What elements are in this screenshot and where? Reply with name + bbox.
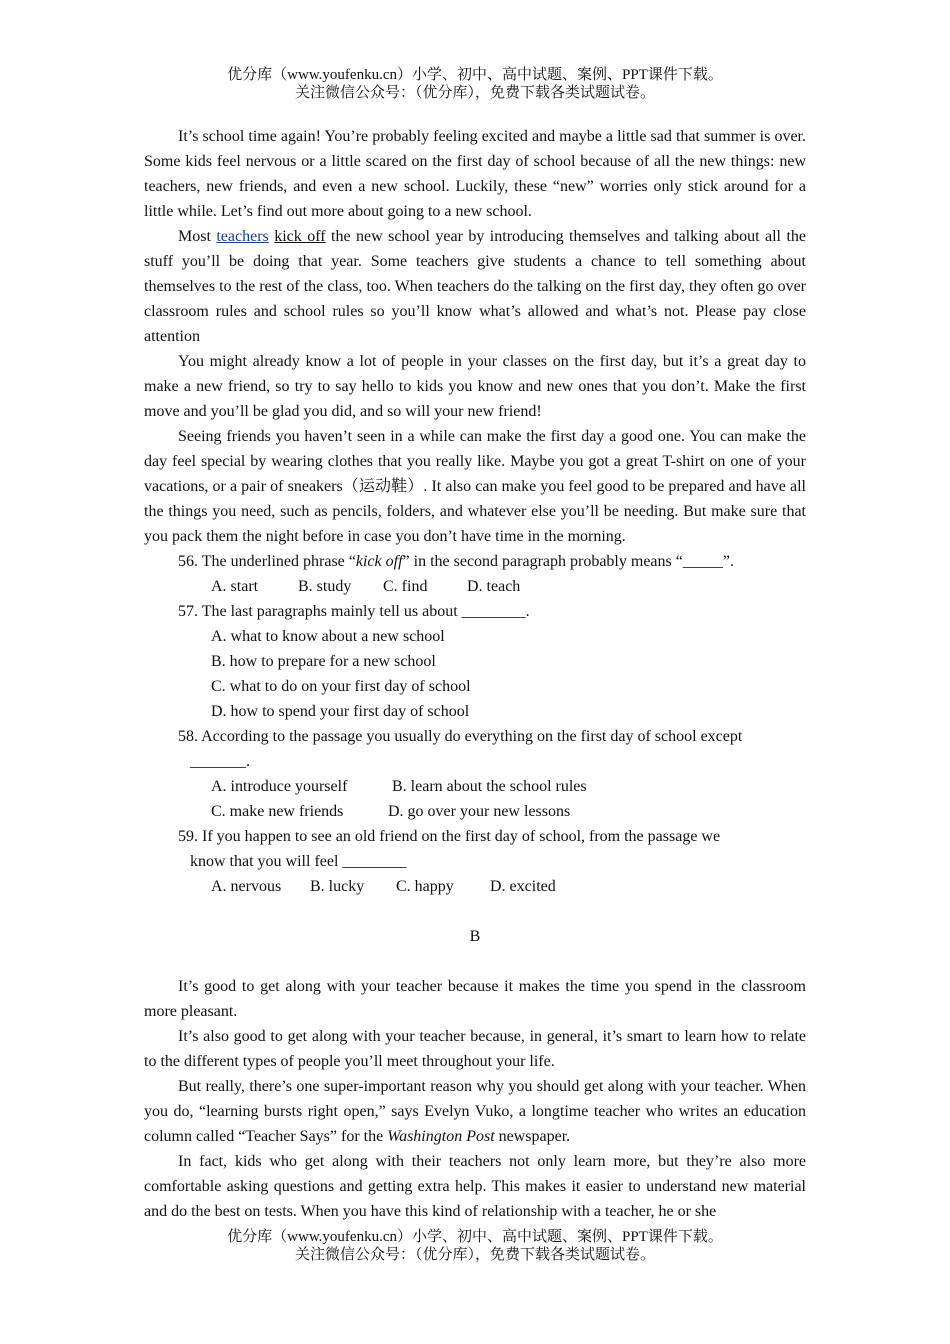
q59-option-a: A. nervous: [211, 878, 282, 895]
q56-stem-end: ” in the second paragraph probably means “_____”.: [402, 553, 734, 570]
q57-option-a: A. what to know about a new school: [211, 628, 445, 645]
p2-text-end: the new school year by introducing themselves and talking about all the stuff you’ll be doing that year. Some teachers give students a chance to tell something about themselves to the rest of the class, too. When teachers do the talking on the first day, they often go over classroom rules and school rules so you’ll know what’s allowed and what’s not. Please pay close attention: [144, 228, 806, 345]
kick-off-underlined-phrase: kick off: [274, 228, 326, 245]
page-header: [0, 66, 950, 102]
washington-post-title: Washington Post: [387, 1128, 495, 1145]
q59-option-c: C. happy: [396, 878, 454, 895]
passage-a-paragraph-1: It’s school time again! You’re probably feeling excited and maybe a little sad that summer is over. Some kids feel nervous or a little scared on the first day of school because of all the new things: new teachers, new friends, and even a new school. Luckily, these “new” worries only stick around for a little while. Let’s find out more about going to a new school.: [144, 128, 806, 220]
q56-option-a: A. start: [211, 578, 259, 595]
pb3-text-end: newspaper.: [494, 1128, 571, 1145]
question-58: [144, 724, 806, 774]
passage-b-paragraph-3: [144, 1074, 806, 1149]
q58-option-b: B. learn about the school rules: [392, 778, 587, 795]
passage-a-paragraph-3: You might already know a lot of people in your classes on the first day, but it’s a great day to make a new friend, so try to say hello to kids you know and new ones that you don’t. Make the first move and you’ll be glad you did, and so will your new friend!: [144, 353, 806, 420]
q56-stem-start: 56. The underlined phrase “: [178, 553, 356, 570]
q58-stem-line-2: _______.: [190, 753, 250, 770]
teachers-link[interactable]: teachers: [216, 228, 269, 245]
q59-stem-line-1: 59. If you happen to see an old friend on the first day of school, from the passage we: [178, 828, 721, 845]
q58-option-d: D. go over your new lessons: [388, 803, 571, 820]
footer-line-2: 关注微信公众号：（优分库），免费下载各类试题试卷。: [294, 1247, 655, 1263]
q57-option-d: D. how to spend your first day of school: [211, 703, 470, 720]
passage-b-paragraph-1: It’s good to get along with your teacher because it makes the time you spend in the classroom more pleasant.: [144, 978, 806, 1020]
footer-line-1: 优分库（www.youfenku.cn）小学、初中、高中试题、案例、PPT课件下载。: [227, 1229, 723, 1245]
q57-option-c: C. what to do on your first day of school: [211, 678, 471, 695]
q59-option-d: D. excited: [490, 878, 556, 895]
passage-a-paragraph-2: [144, 224, 806, 349]
header-line-2: 关注微信公众号：（优分库），免费下载各类试题试卷。: [294, 85, 655, 101]
page-footer: [0, 1228, 950, 1264]
q58-options-row-1: [144, 774, 806, 799]
p2-text-start: Most: [178, 228, 217, 245]
question-59: [144, 824, 806, 874]
q59-stem-line-2: know that you will feel ________: [190, 853, 407, 870]
section-b-heading: B: [469, 928, 481, 945]
q56-option-c: C. find: [383, 578, 428, 595]
document-body: [144, 124, 806, 1224]
q56-options: [144, 574, 806, 599]
header-line-1: 优分库（www.youfenku.cn）小学、初中、高中试题、案例、PPT课件下载。: [227, 67, 723, 83]
q59-options: [144, 874, 806, 899]
q59-option-b: B. lucky: [310, 878, 365, 895]
passage-b-paragraph-2: It’s also good to get along with your teacher because, in general, it’s smart to learn how to relate to the different types of people you’ll meet throughout your life.: [144, 1028, 806, 1070]
passage-a-paragraph-4: Seeing friends you haven’t seen in a while can make the first day a good one. You can make the day feel special by wearing clothes that you really like. Maybe you got a great T-shirt on one of your vacations, or a pair of sneakers（运动鞋）. It also can make you feel good to be prepared and have all the things you need, such as pencils, folders, and whatever else you’ll be needing. But make sure that you pack them the night before in case you don’t have time in the morning.: [144, 428, 806, 545]
question-57: 57. The last paragraphs mainly tell us about ________.: [178, 603, 530, 620]
q58-option-a: A. introduce yourself: [211, 778, 348, 795]
q57-option-b: B. how to prepare for a new school: [211, 653, 436, 670]
q56-option-d: D. teach: [467, 578, 521, 595]
passage-b-paragraph-4: In fact, kids who get along with their teachers not only learn more, but they’re also more comfortable asking questions and getting extra help. This makes it easier to understand new material and do the best on tests. When you have this kind of relationship with a teacher, he or she: [144, 1153, 806, 1220]
q56-option-b: B. study: [298, 578, 352, 595]
pb3-text-start: But really, there’s one super-important reason why you should get along with your teacher. When you do, “learning bursts right open,” says Evelyn Vuko, a longtime teacher who writes an education column called “Teacher Says” for the: [144, 1078, 806, 1145]
question-56: [144, 549, 806, 574]
q58-options-row-2: [144, 799, 806, 824]
q58-stem-line-1: 58. According to the passage you usually do everything on the first day of school except: [178, 728, 743, 745]
q56-emphasis: kick off: [355, 553, 403, 570]
q58-option-c: C. make new friends: [211, 803, 344, 820]
